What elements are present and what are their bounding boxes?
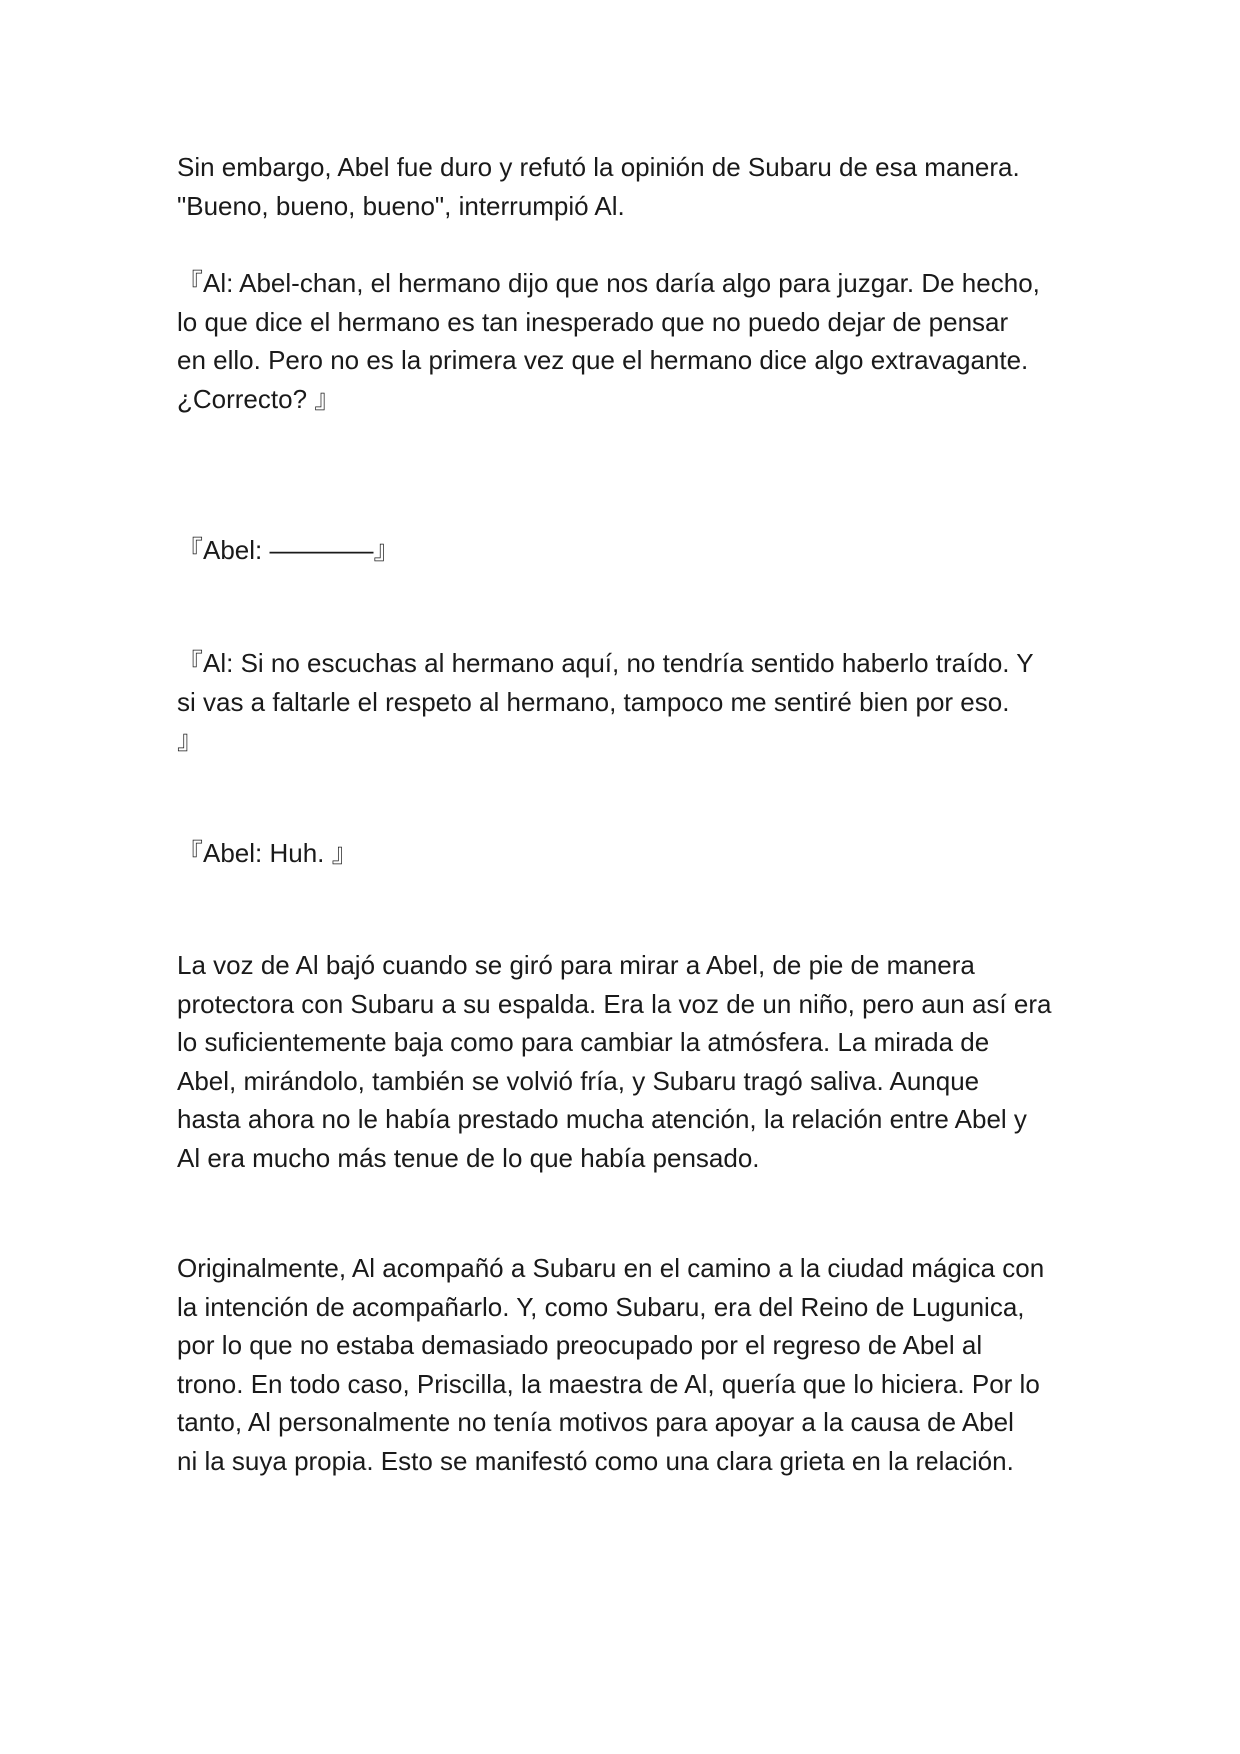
text-line: "Bueno, bueno, bueno", interrumpió Al. [177, 190, 625, 221]
text-line: ¿Correcto? 』 [177, 383, 341, 414]
paragraph-dialogue-abel-2 [177, 834, 1082, 873]
text-line: lo que dice el hermano es tan inesperado que no puedo dejar de pensar [177, 306, 1009, 337]
text-line: hasta ahora no le había prestado mucha atención, la relación entre Abel y [177, 1104, 1027, 1134]
text-line: 『Al: Abel-chan, el hermano dijo que nos daría algo para juzgar. De hecho, [177, 268, 1040, 298]
text-line: Originalmente, Al acompañó a Subaru en el camino a la ciudad mágica con [177, 1253, 1045, 1283]
paragraph-dialogue-al-2 [177, 644, 1082, 760]
text-line: Al era mucho más tenue de lo que había pensado. [177, 1142, 760, 1173]
paragraph-narration-1 [177, 148, 1082, 225]
text-line: 』 [177, 725, 204, 755]
text-line: ni la suya propia. Esto se manifestó como una clara grieta en la relación. [177, 1445, 1014, 1476]
text-line: trono. En todo caso, Priscilla, la maestra de Al, quería que lo hiciera. Por lo [177, 1368, 1040, 1399]
text-line: 『Abel: Huh. 』 [177, 838, 358, 868]
text-line: en ello. Pero no es la primera vez que el hermano dice algo extravagante. [177, 345, 1029, 375]
paragraph-narration-3 [177, 1249, 1082, 1480]
text-line: por lo que no estaba demasiado preocupado por el regreso de Abel al [177, 1330, 983, 1360]
paragraph-dialogue-abel-1 [177, 531, 1082, 570]
text-line: la intención de acompañarlo. Y, como Subaru, era del Reino de Lugunica, [177, 1291, 1025, 1322]
paragraph-narration-2 [177, 946, 1082, 1177]
text-line: La voz de Al bajó cuando se giró para mirar a Abel, de pie de manera [177, 950, 975, 980]
text-line: 『Abel: ————』 [177, 535, 400, 565]
text-line: Sin embargo, Abel fue duro y refutó la opinión de Subaru de esa manera. [177, 152, 1020, 182]
text-line: 『Al: Si no escuchas al hermano aquí, no tendría sentido haberlo traído. Y [177, 648, 1034, 678]
text-line: lo suficientemente baja como para cambiar la atmósfera. La mirada de [177, 1027, 990, 1057]
text-line: Abel, mirándolo, también se volvió fría, y Subaru tragó saliva. Aunque [177, 1065, 980, 1096]
paragraph-dialogue-al-1 [177, 264, 1082, 418]
text-line: protectora con Subaru a su espalda. Era la voz de un niño, pero aun así era [177, 988, 1052, 1019]
text-line: tanto, Al personalmente no tenía motivos para apoyar a la causa de Abel [177, 1407, 1014, 1437]
text-line: si vas a faltarle el respeto al hermano, tampoco me sentiré bien por eso. [177, 686, 1010, 717]
